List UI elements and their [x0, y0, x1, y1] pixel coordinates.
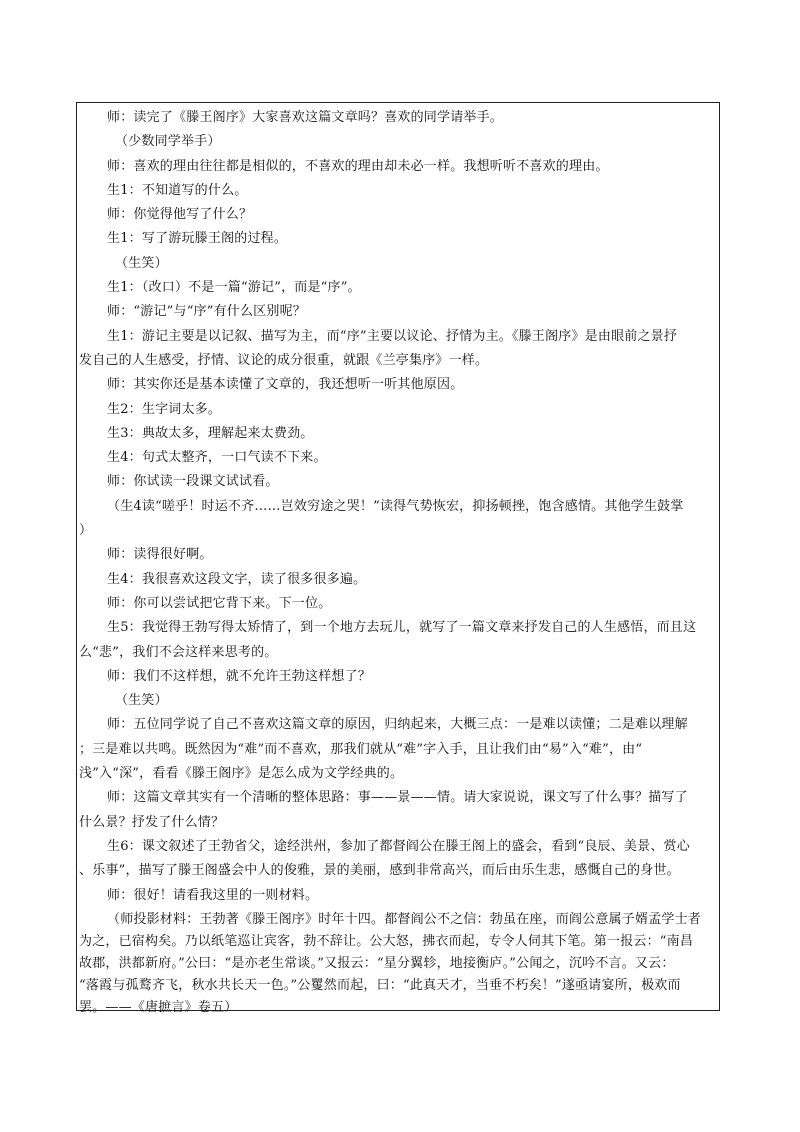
text-line: 生6：课文叙述了王勃省父，途经洪州，参加了都督阎公在滕王阁上的盛会，看到“良辰、美景、赏心 [107, 838, 690, 854]
lesson-transcript [77, 108, 721, 1020]
text-line: ；三是难以共鸣。既然因为“难”而不喜欢，那我们就从“难”字入手，且让我们由“易”入“难”，由“ [79, 741, 643, 757]
text-line: 生4：我很喜欢这段文字，读了很多很多遍。 [107, 571, 367, 587]
text-line: 为之，已宿构矣。乃以纸笔巡让宾客，勃不辞让。公大怒，拂衣而起，专令人伺其下笔。第一报云：“南昌 [79, 933, 694, 949]
text-line: 师：读得很好啊。 [107, 547, 213, 563]
text-line: （师投影材料：王勃著《滕王阁序》时年十四。都督阎公不之信：勃虽在座，而阎公意属子婿孟学士者 [107, 911, 702, 927]
text-line: 罢。——《唐摭言》卷五） [79, 999, 238, 1015]
text-line: 生1：（改口）不是一篇“游记”，而是“序”。 [107, 280, 361, 296]
text-line: 师：我们不这样想，就不允许王勃这样想了？ [107, 668, 372, 684]
text-frame [76, 102, 720, 1015]
text-line: （生笑） [115, 255, 168, 271]
text-line: 师：这篇文章其实有一个清晰的整体思路：事——景——情。请大家说说，课文写了什么事？描写了 [107, 790, 688, 806]
text-line: 发自己的人生感受，抒情、议论的成分很重，就跟《兰亭集序》一样。 [79, 352, 489, 368]
text-line: （生笑） [115, 693, 168, 709]
text-line: 浅”入“深”，看看《滕王阁序》是怎么成为文学经典的。 [79, 766, 404, 782]
text-line: 师：读完了《滕王阁序》大家喜欢这篇文章吗？喜欢的同学请举手。 [107, 110, 504, 125]
text-line: 生1：写了游玩滕王阁的过程。 [107, 231, 288, 247]
text-line: 师：“游记”与“序”有什么区别呢？ [107, 304, 306, 320]
text-line: 故郡，洪都新府。”公曰：“是亦老生常谈。”又报云：“星分翼轸，地接衡庐。”公闻之，沉吟不言。又云： [79, 955, 675, 971]
text-line: （生4读“嗟乎！时运不齐……岂效穷途之哭！”读得气势恢宏，抑扬顿挫，饱含感情。其他学生鼓掌 [107, 498, 684, 514]
text-line: 师：其实你还是基本读懂了文章的，我还想听一听其他原因。 [107, 377, 464, 393]
text-line: 生1：游记主要是以记叙、描写为主，而“序”主要以议论、抒情为主。《滕王阁序》是由眼前之景抒 [107, 328, 678, 344]
text-line: 师：很好！请看我这里的一则材料。 [107, 887, 319, 903]
text-line: 师：你觉得他写了什么？ [107, 207, 253, 223]
text-line: 生4：句式太整齐，一口气读不下来。 [107, 450, 327, 466]
text-line: （少数同学举手） [115, 134, 221, 150]
text-line: 师：喜欢的理由往往都是相似的，不喜欢的理由却未必一样。我想听听不喜欢的理由。 [107, 158, 609, 174]
text-line: 生1：不知道写的什么。 [107, 182, 248, 198]
text-line: ） [79, 523, 93, 539]
text-line: 么“悲”，我们不会这样来思考的。 [79, 644, 278, 660]
text-line: 、乐事”，描写了滕王阁盛会中人的俊雅，景的美丽，感到非常高兴，而后由乐生悲，感慨自己的身世。 [79, 863, 680, 879]
text-line: 生5：我觉得王勃写得太矫情了，到一个地方去玩儿，就写了一篇文章来抒发自己的人生感悟，而且这 [107, 620, 697, 636]
text-line: “落霞与孤鹜齐飞，秋水共长天一色。”公矍然而起，曰：“此真天才，当垂不朽矣！”遂亟请宴所，极欢而 [79, 977, 681, 993]
text-line: 师：你可以尝试把它背下来。下一位。 [107, 595, 332, 611]
text-line: 师：你试读一段课文试试看。 [107, 474, 279, 490]
text-line: 什么景？抒发了什么情？ [79, 814, 225, 830]
text-line: 生3：典故太多，理解起来太费劲。 [107, 425, 314, 441]
text-line: 师：五位同学说了自己不喜欢这篇文章的原因，归纳起来，大概三点：一是难以读懂；二是难以理解 [107, 717, 688, 733]
text-line: 生2：生字词太多。 [107, 401, 222, 417]
